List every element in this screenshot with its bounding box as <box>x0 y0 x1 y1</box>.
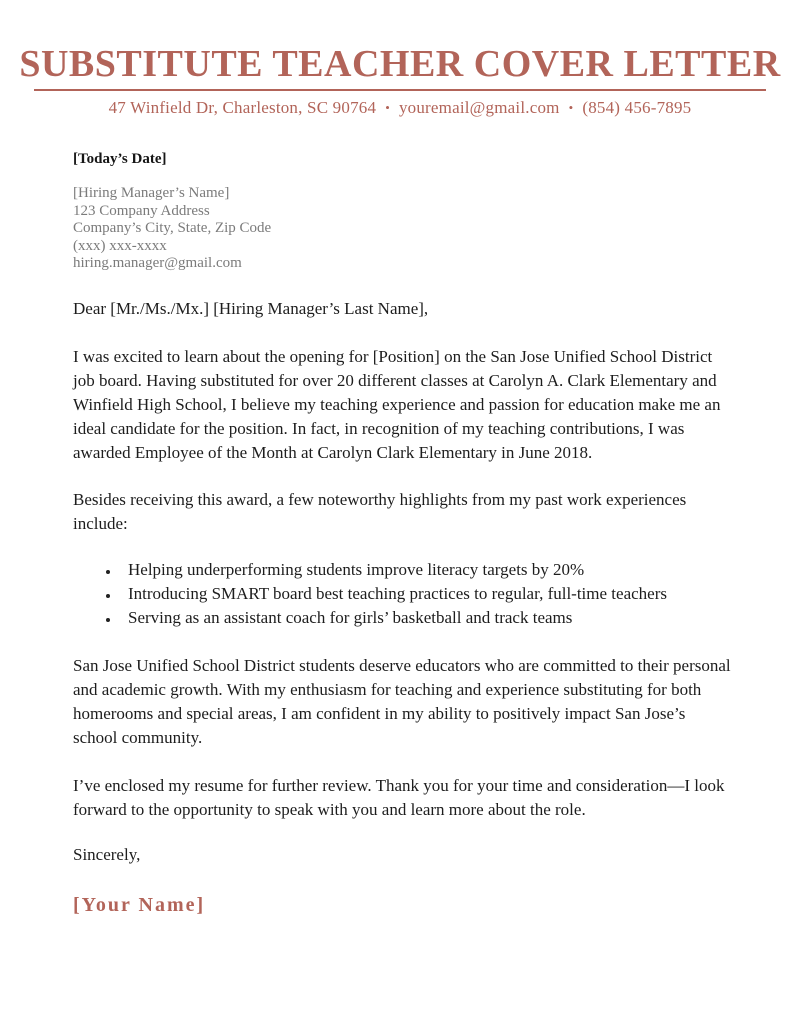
header-divider-rule <box>34 89 766 91</box>
recipient-phone: (xxx) xxx-xxxx <box>73 237 167 254</box>
letter-header <box>0 0 800 118</box>
highlight-item: • Helping underperforming students improve literacy targets by 20% <box>120 558 733 582</box>
contact-phone: (854) 456-7895 <box>582 98 692 117</box>
contact-separator-dot: • <box>385 100 390 115</box>
recipient-block <box>73 185 733 273</box>
contact-email: youremail@gmail.com <box>398 98 560 117</box>
salutation: Dear [Mr./Ms./Mx.] [Hiring Manager’s Last Name], <box>73 298 429 318</box>
paragraph-highlights-lead-in: Besides receiving this award, a few noteworthy highlights from my past work experiences include: <box>73 489 687 533</box>
highlight-item: • Serving as an assistant coach for girls’ basketball and track teams <box>120 606 733 630</box>
contact-address: 47 Winfield Dr, Charleston, SC 90764 <box>108 98 377 117</box>
letter-body <box>73 151 733 917</box>
signature-name-placeholder: [Your Name] <box>73 893 206 916</box>
contact-separator-dot: • <box>568 100 574 115</box>
paragraph-commitment: San Jose Unified School District students deserve educators who are committed to their personal and academic growth. With my enthusiasm for teaching and experience substituting for both homerooms and special areas, I am confident in my ability to positively impact San Jose’s school community. <box>73 655 731 747</box>
date-placeholder: [Today’s Date] <box>73 151 167 167</box>
recipient-email: hiring.manager@gmail.com <box>73 255 242 271</box>
highlight-item: • Introducing SMART board best teaching practices to regular, full-time teachers <box>120 582 733 606</box>
recipient-address: 123 Company Address <box>73 202 210 219</box>
contact-info-line <box>0 98 800 118</box>
page-title: SUBSTITUTE TEACHER COVER LETTER <box>19 43 781 85</box>
paragraph-intro: I was excited to learn about the opening for [Position] on the San Jose Unified School District job board. Having substituted for over 20 different classes at Carolyn A. Clark Elementary and Winfield High School, I believe my teaching experience and passion for education make me an ideal candidate for the position. In fact, in recognition of my teaching contributions, I was awarded Employee of the Month at Carolyn Clark Elementary in June 2018. <box>73 346 721 462</box>
recipient-city-state-zip: Company’s City, State, Zip Code <box>73 220 272 236</box>
closing-sincerely: Sincerely, <box>73 844 141 864</box>
recipient-name: [Hiring Manager’s Name] <box>73 185 230 201</box>
highlights-list <box>73 558 733 630</box>
paragraph-thank-you: I’ve enclosed my resume for further review. Thank you for your time and consideration—I look forward to the opportunity to speak with you and learn more about the role. <box>73 775 725 819</box>
